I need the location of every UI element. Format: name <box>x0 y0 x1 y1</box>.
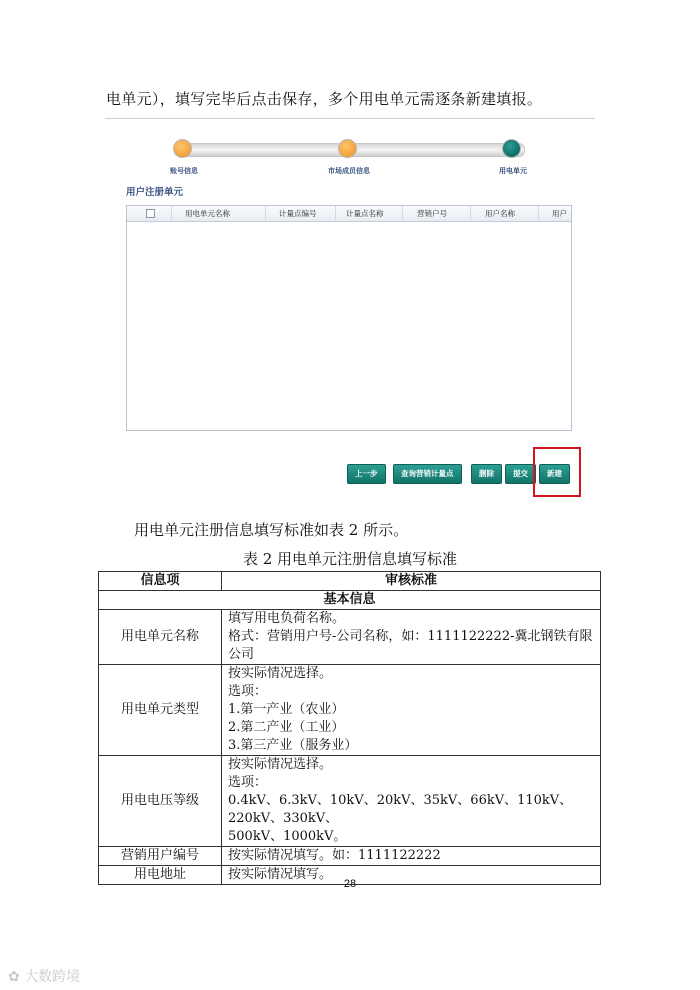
col-unit-name[interactable]: 用电单元名称 <box>185 209 230 218</box>
step-label-market: 市场成员信息 <box>328 167 370 175</box>
table-row <box>99 665 601 756</box>
row-key: 用电电压等级 <box>99 756 222 847</box>
row-key: 用电单元类型 <box>99 665 222 756</box>
highlight-box <box>533 447 581 497</box>
table-row <box>99 756 601 847</box>
step-label-unit: 用电单元 <box>499 167 527 175</box>
row-key: 用电地址 <box>99 866 222 885</box>
row-value: 填写用电负荷名称。 格式：营销用户号-公司名称，如：1111122222-冀北钢铁有限公司 <box>222 610 601 665</box>
row-value: 按实际情况填写。 <box>222 866 601 885</box>
standards-table <box>98 571 601 885</box>
table-header-row <box>99 572 601 591</box>
col-meter-name[interactable]: 计量点名称 <box>346 209 384 218</box>
step-dot-market <box>338 139 357 158</box>
step-dot-unit <box>502 139 521 158</box>
col-account-no[interactable]: 营销户号 <box>417 209 447 218</box>
col-meter-id[interactable]: 计量点编号 <box>279 209 317 218</box>
delete-button[interactable]: 删除 <box>471 464 502 484</box>
intro-text: 电单元），填写完毕后点击保存，多个用电单元需逐条新建填报。 <box>106 90 543 108</box>
prev-step-button[interactable]: 上一步 <box>347 464 386 484</box>
row-key: 用电单元名称 <box>99 610 222 665</box>
watermark: ✿ 大数跨境 <box>8 969 81 985</box>
col-user-extra[interactable]: 用户 <box>552 209 567 218</box>
table-row <box>99 610 601 665</box>
section-title: 用户注册单元 <box>126 187 184 198</box>
table-section-row <box>99 591 601 610</box>
watermark-icon: ✿ <box>8 969 25 985</box>
step-label-account: 账号信息 <box>170 167 198 175</box>
header-info-item: 信息项 <box>99 572 222 591</box>
submit-button[interactable]: 提交 <box>505 464 536 484</box>
page-number: 28 <box>343 878 357 890</box>
embedded-screenshot <box>106 128 594 503</box>
query-meter-button[interactable]: 查询营销计量点 <box>393 464 462 484</box>
table-row <box>99 847 601 866</box>
table-header <box>127 206 571 222</box>
new-button[interactable]: 新建 <box>539 464 570 484</box>
row-value: 按实际情况选择。 选项： 1.第一产业（农业） 2.第二产业（工业） 3.第三产业（服务业） <box>222 665 601 756</box>
row-value: 按实际情况选择。 选项： 0.4kV、6.3kV、10kV、20kV、35kV、66kV、110kV、220kV、330kV、 500kV、1000kV。 <box>222 756 601 847</box>
select-all-checkbox[interactable] <box>146 209 155 218</box>
row-key: 营销用户编号 <box>99 847 222 866</box>
header-criteria: 审核标准 <box>222 572 601 591</box>
section-basic-info: 基本信息 <box>99 591 601 610</box>
step-dot-account <box>173 139 192 158</box>
col-user-name[interactable]: 用户名称 <box>485 209 515 218</box>
unit-table <box>126 205 572 431</box>
table-caption: 表 2 用电单元注册信息填写标准 <box>242 550 458 568</box>
row-value: 按实际情况填写。如：1111122222 <box>222 847 601 866</box>
body-paragraph: 用电单元注册信息填写标准如表 2 所示。 <box>134 521 409 539</box>
separator-line <box>105 118 595 119</box>
